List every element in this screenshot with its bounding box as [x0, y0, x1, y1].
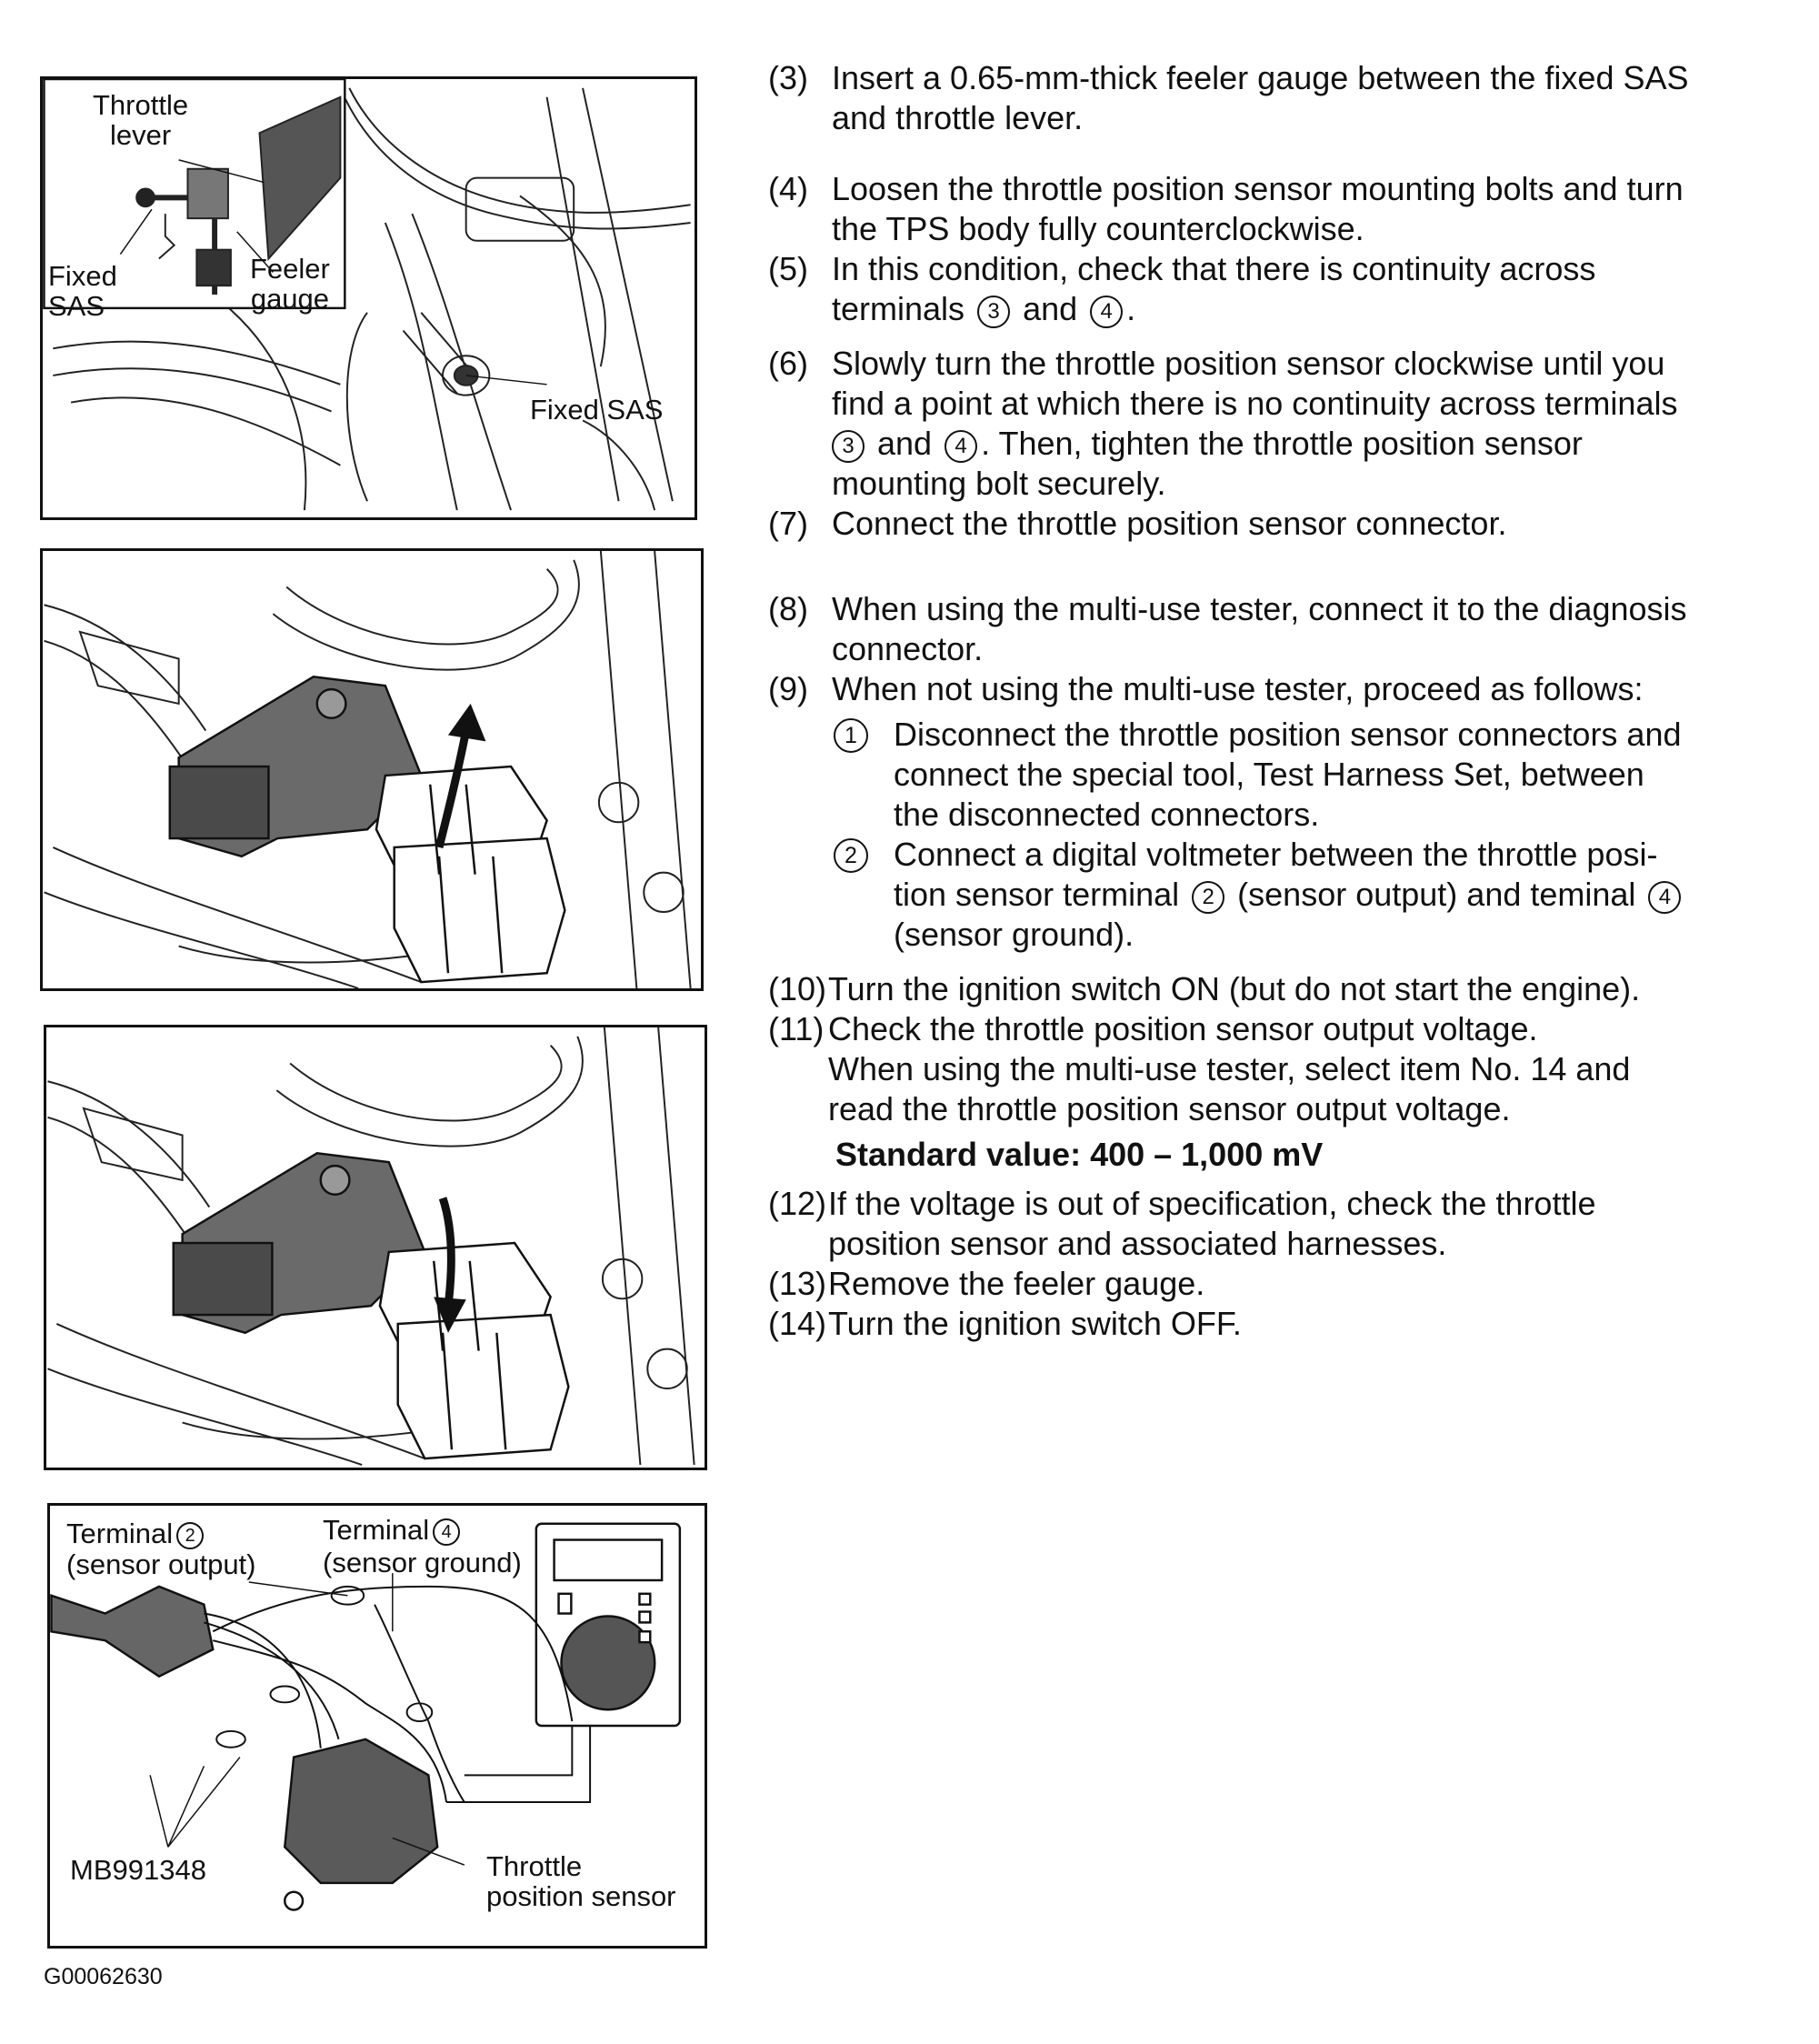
step-line: position sensor and associated harnesses. — [828, 1225, 1447, 1262]
substep-line — [894, 875, 1795, 915]
step-line: Turn the ignition switch OFF. — [828, 1305, 1242, 1342]
step-text: and — [1023, 290, 1078, 327]
step-line: mounting bolt securely. — [832, 465, 1166, 502]
step-text: and — [877, 425, 933, 462]
step-line: When not using the multi-use tester, proceed as follows: — [832, 670, 1644, 707]
step-line: Loosen the throttle position sensor mounting bolts and turn — [832, 170, 1684, 207]
substep-2 — [768, 835, 1795, 955]
substep-number: 2 — [834, 838, 868, 873]
step-line — [832, 424, 1795, 464]
figure-code: G00062630 — [44, 1964, 163, 1989]
step-text: . — [1126, 290, 1136, 327]
feeler-gauge-label: Feeler gauge — [250, 253, 330, 315]
step-number: (9) — [768, 670, 808, 707]
substep-line: the disconnected connectors. — [894, 796, 1320, 833]
terminal-2-text: Terminal — [66, 1518, 174, 1549]
step-line: Slowly turn the throttle position sensor clockwise until you — [832, 345, 1665, 382]
terminal-number: 2 — [1192, 881, 1224, 914]
substep-line: Connect a digital voltmeter between the throttle posi- — [894, 836, 1658, 873]
step-13 — [768, 1264, 1795, 1304]
step-number: (8) — [768, 590, 808, 627]
step-line — [832, 289, 1795, 329]
step-line: Connect the throttle position sensor connector. — [832, 505, 1507, 542]
step-line: and throttle lever. — [832, 99, 1084, 136]
step-line: If the voltage is out of specification, check the throttle — [828, 1185, 1596, 1222]
step-11 — [768, 1009, 1795, 1129]
standard-value: Standard value: 400 – 1,000 mV — [835, 1136, 1324, 1173]
figure-voltmeter-connection — [47, 1503, 707, 1949]
step-7 — [768, 504, 1795, 544]
step-number: (7) — [768, 505, 808, 542]
step-number: (10) — [768, 970, 827, 1007]
step-line: In this condition, check that there is continuity across — [832, 250, 1596, 287]
step-line: Insert a 0.65-mm-thick feeler gauge between the fixed SAS — [832, 59, 1689, 96]
figure-tps-counterclockwise — [40, 548, 704, 991]
terminal-4-label — [323, 1515, 464, 1546]
procedure-text — [768, 58, 1795, 1344]
step-line: When using the multi-use tester, select item No. 14 and — [828, 1050, 1631, 1087]
substep-line: connect the special tool, Test Harness Set, between — [894, 756, 1644, 793]
terminal-2-sub-label: (sensor output) — [66, 1548, 256, 1580]
fixed-sas-label: Fixed SAS — [530, 394, 664, 426]
terminal-number: 3 — [832, 430, 865, 463]
step-number: (5) — [768, 250, 808, 287]
throttle-lever-label: Throttle lever — [93, 89, 189, 151]
terminal-2-circle: 2 — [176, 1522, 204, 1549]
step-line: the TPS body fully counterclockwise. — [832, 210, 1364, 247]
step-number: (6) — [768, 345, 808, 382]
terminal-number: 4 — [1648, 881, 1681, 914]
step-3 — [768, 58, 1795, 138]
tps-illustration-up — [43, 551, 701, 988]
step-10 — [768, 969, 1795, 1009]
step-line: read the throttle position sensor output voltage. — [828, 1090, 1511, 1127]
figure-feeler-gauge — [40, 76, 697, 520]
step-4 — [768, 169, 1795, 249]
substep-line: Disconnect the throttle position sensor connectors and — [894, 716, 1682, 753]
step-line: Remove the feeler gauge. — [828, 1265, 1205, 1302]
terminal-2-label — [66, 1518, 207, 1549]
step-line: Turn the ignition switch ON (but do not start the engine). — [828, 970, 1641, 1007]
terminal-4-circle: 4 — [433, 1518, 460, 1546]
tps-illustration-down — [46, 1027, 705, 1468]
step-12 — [768, 1184, 1795, 1264]
substep-number: 1 — [834, 718, 868, 753]
step-text: . Then, tighten the throttle position sensor — [981, 425, 1583, 462]
terminal-4-sub-label: (sensor ground) — [323, 1547, 522, 1578]
step-9 — [768, 669, 1795, 709]
terminal-4-text: Terminal — [323, 1514, 430, 1546]
step-number: (11) — [768, 1010, 825, 1047]
terminal-number: 3 — [977, 296, 1010, 328]
substep-text: tion sensor terminal — [894, 876, 1180, 913]
step-line: When using the multi-use tester, connect it to the diagnosis — [832, 590, 1687, 627]
step-number: (3) — [768, 59, 808, 96]
fixed-sas-inset-label: Fixed SAS — [48, 260, 117, 322]
tps-label: Throttle position sensor — [486, 1850, 676, 1912]
substep-text: (sensor output) and teminal — [1237, 876, 1636, 913]
step-line: Check the throttle position sensor output voltage. — [828, 1010, 1538, 1047]
step-6 — [768, 344, 1795, 504]
step-number: (12) — [768, 1185, 827, 1222]
step-number: (14) — [768, 1305, 827, 1342]
step-8 — [768, 589, 1795, 669]
step-14 — [768, 1304, 1795, 1344]
substep-1 — [768, 715, 1795, 835]
step-text: terminals — [832, 290, 965, 327]
substep-line: (sensor ground). — [894, 916, 1134, 953]
figure-tps-clockwise — [44, 1025, 707, 1470]
tool-number-label: MB991348 — [70, 1854, 206, 1886]
step-line: find a point at which there is no continuity across terminals — [832, 385, 1678, 422]
step-number: (4) — [768, 170, 808, 207]
step-number: (13) — [768, 1265, 827, 1302]
step-5 — [768, 249, 1795, 329]
terminal-number: 4 — [944, 430, 977, 463]
step-line: connector. — [832, 630, 984, 667]
terminal-number: 4 — [1090, 296, 1123, 328]
